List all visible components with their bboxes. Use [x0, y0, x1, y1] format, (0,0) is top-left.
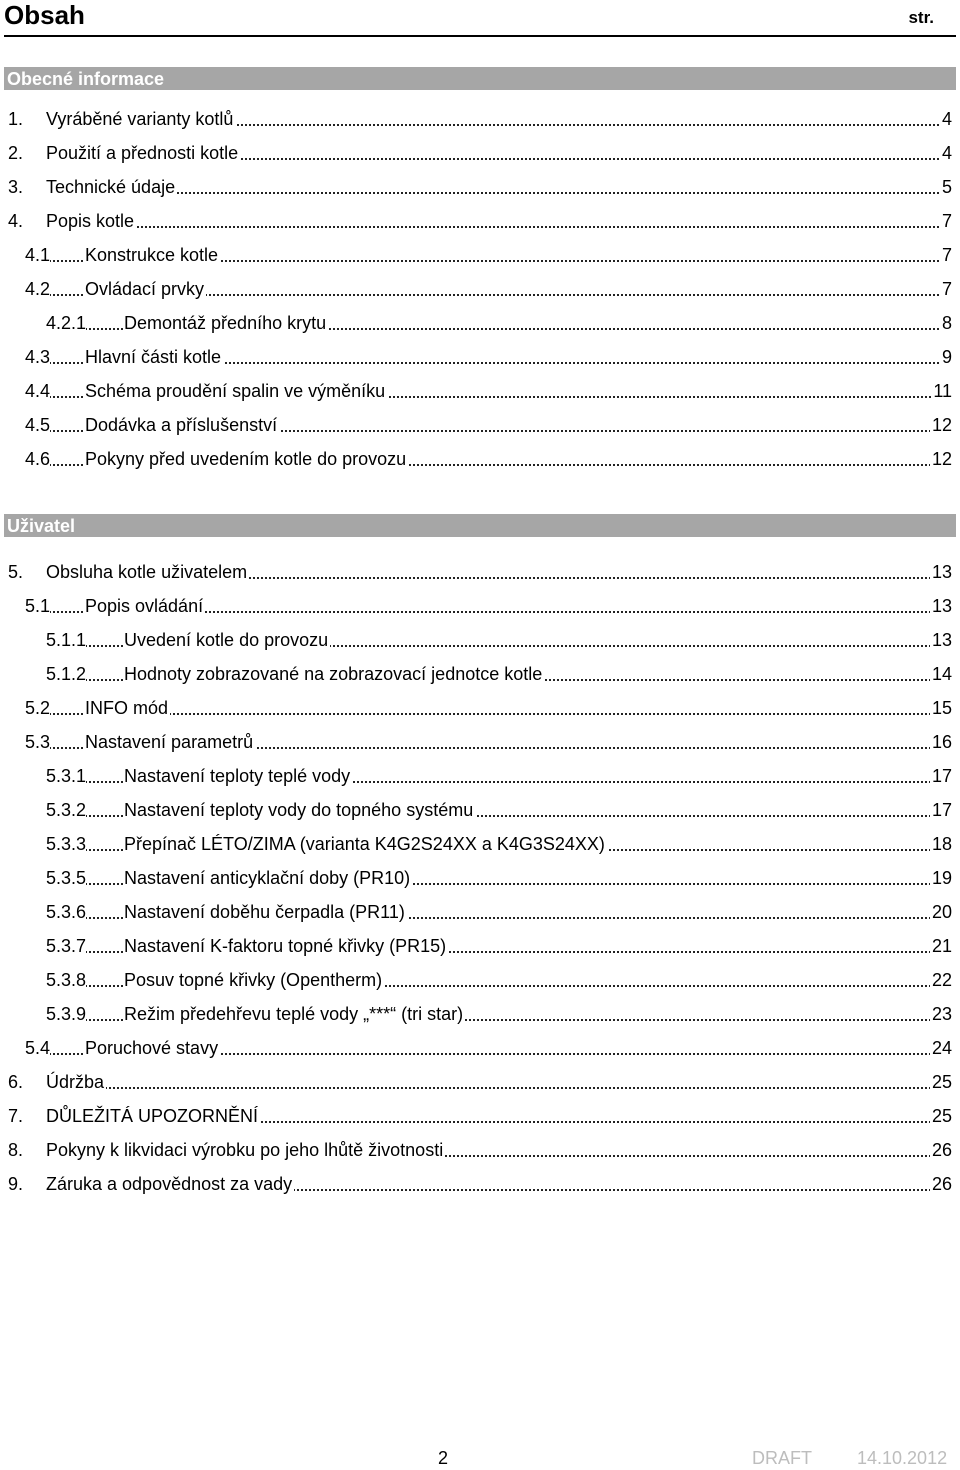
toc-entry-label: Hlavní části kotle [85, 347, 222, 367]
toc-entry-label: Pokyny k likvidaci výrobku po jeho lhůtě životnosti [46, 1140, 444, 1160]
toc-entry-number: 5.1 [25, 596, 51, 616]
toc-entry-page: 17 [931, 800, 952, 820]
toc-entry-number: 3. [8, 177, 24, 197]
toc-entry-label: Nastavení doběhu čerpadla (PR11) [124, 902, 405, 922]
toc-entry-page: 12 [931, 449, 952, 469]
toc-entry-number: 7. [8, 1106, 24, 1126]
toc-entry-label: Použití a přednosti kotle [46, 143, 239, 163]
toc-entry-number: 4.1 [25, 245, 51, 265]
toc-entry[interactable] [0, 205, 960, 239]
toc-entry[interactable] [0, 375, 960, 409]
toc-entry[interactable] [0, 239, 960, 273]
footer-draft-label: DRAFT [752, 1448, 812, 1468]
toc-entry[interactable] [0, 658, 960, 692]
toc-entry-page: 26 [931, 1140, 952, 1160]
toc-entry[interactable] [0, 171, 960, 205]
toc-entry-label: Schéma proudění spalin ve výměníku [85, 381, 386, 401]
toc-entry-label: Pokyny před uvedením kotle do provozu [85, 449, 407, 469]
toc-entry[interactable] [0, 794, 960, 828]
toc-entry-label: Vyráběné varianty kotlů [46, 109, 234, 129]
header-rule [4, 35, 956, 37]
toc-entry-page: 25 [931, 1072, 952, 1092]
toc-entry-number: 5. [8, 562, 24, 582]
toc-entry-page: 7 [941, 211, 952, 231]
toc-entry-number: 8. [8, 1140, 24, 1160]
footer-page-number: 2 [438, 1448, 449, 1468]
toc-entry-number: 4.3 [25, 347, 51, 367]
toc-entry-number: 5.2 [25, 698, 51, 718]
toc-entry[interactable] [0, 409, 960, 443]
toc-entry[interactable] [0, 726, 960, 760]
toc-entry-number: 5.4 [25, 1038, 51, 1058]
toc-entry-number: 4. [8, 211, 24, 231]
toc-entry-number: 4.6 [25, 449, 51, 469]
toc-dot-leader [46, 192, 946, 194]
toc-entry-label: Uvedení kotle do provozu [124, 630, 329, 650]
page-header [4, 0, 956, 37]
toc-entry[interactable] [0, 1134, 960, 1168]
toc-entry-page: 25 [931, 1106, 952, 1126]
toc-entry-number: 5.3.8 [46, 970, 87, 990]
toc-entry-page: 4 [941, 143, 952, 163]
toc-entry-label: Konstrukce kotle [85, 245, 219, 265]
toc-entry-number: 5.3.7 [46, 936, 87, 956]
toc-entry-label: Záruka a odpovědnost za vady [46, 1174, 293, 1194]
toc-entry[interactable] [0, 862, 960, 896]
section-heading-general: Obecné informace [4, 67, 956, 90]
toc-entry-page: 16 [931, 732, 952, 752]
toc-entry[interactable] [0, 828, 960, 862]
toc-entry[interactable] [0, 443, 960, 477]
toc-entry[interactable] [0, 137, 960, 171]
toc-entry-page: 13 [931, 596, 952, 616]
toc-entry-page: 21 [931, 936, 952, 956]
toc-entry-page: 13 [931, 630, 952, 650]
toc-entry-number: 5.1.1 [46, 630, 87, 650]
toc-entry-label: Posuv topné křivky (Opentherm) [124, 970, 383, 990]
toc-entry-label: Obsluha kotle uživatelem [46, 562, 248, 582]
toc-entry-label: Demontáž předního krytu [124, 313, 327, 333]
toc-entry-label: Poruchové stavy [85, 1038, 219, 1058]
toc-entry-page: 11 [933, 381, 952, 401]
toc-entry-number: 4.2 [25, 279, 51, 299]
toc-entry[interactable] [0, 1168, 960, 1202]
toc-entry-label: Dodávka a příslušenství [85, 415, 278, 435]
footer-date: 14.10.2012 [857, 1448, 948, 1468]
toc-entry[interactable] [0, 590, 960, 624]
toc-entry[interactable] [0, 1100, 960, 1134]
section-heading-user: Uživatel [4, 514, 956, 537]
toc-entry-number: 5.3 [25, 732, 51, 752]
toc-entry[interactable] [0, 341, 960, 375]
toc-entry-page: 14 [931, 664, 952, 684]
toc-entry-page: 15 [931, 698, 952, 718]
toc-entry[interactable] [0, 998, 960, 1032]
toc-entry-number: 5.3.6 [46, 902, 87, 922]
toc-entry[interactable] [0, 964, 960, 998]
toc-entry[interactable] [0, 930, 960, 964]
toc-entry-page: 24 [931, 1038, 952, 1058]
toc-entry-page: 22 [931, 970, 952, 990]
toc-entry[interactable] [0, 760, 960, 794]
toc-entry-label: Nastavení teploty teplé vody [124, 766, 351, 786]
toc-entry[interactable] [0, 307, 960, 341]
toc-entry-number: 5.3.9 [46, 1004, 87, 1024]
toc-entry-page: 4 [941, 109, 952, 129]
toc-entry-label: Údržba [46, 1072, 105, 1092]
toc-entry-number: 4.4 [25, 381, 51, 401]
toc-entry-page: 26 [931, 1174, 952, 1194]
toc-entry-label: Režim předehřevu teplé vody „***“ (tri star) [124, 1004, 464, 1024]
toc-entry-label: INFO mód [85, 698, 169, 718]
page-title: Obsah [4, 0, 85, 30]
toc-entry-label: Nastavení teploty vody do topného systému [124, 800, 474, 820]
toc-dot-leader [46, 226, 946, 228]
toc-entry-page: 7 [941, 279, 952, 299]
toc-entry[interactable] [0, 692, 960, 726]
toc-entry-label: Ovládací prvky [85, 279, 205, 299]
toc-entry-label: Přepínač LÉTO/ZIMA (varianta K4G2S24XX a K4G3S24XX) [124, 834, 605, 854]
toc-entry-number: 5.3.1 [46, 766, 87, 786]
toc-dot-leader [46, 713, 946, 715]
toc-entry-page: 12 [931, 415, 952, 435]
toc-entry-number: 4.2.1 [46, 313, 87, 333]
toc-entry-label: Popis kotle [46, 211, 135, 231]
toc-entry-number: 2. [8, 143, 24, 163]
toc-entry-page: 17 [931, 766, 952, 786]
toc-entry-number: 5.3.5 [46, 868, 87, 888]
page-column-label: str. [908, 8, 934, 27]
toc-entry-number: 5.1.2 [46, 664, 87, 684]
toc-entry-number: 5.3.3 [46, 834, 87, 854]
toc-entry[interactable] [0, 273, 960, 307]
toc-entry-page: 18 [931, 834, 952, 854]
toc-entry-label: Nastavení parametrů [85, 732, 254, 752]
toc-list-user [0, 556, 960, 1202]
toc-entry[interactable] [0, 103, 960, 137]
toc-entry[interactable] [0, 896, 960, 930]
toc-entry-page: 5 [941, 177, 952, 197]
toc-entry-page: 8 [941, 313, 952, 333]
toc-entry-page: 19 [931, 868, 952, 888]
toc-entry-number: 4.5 [25, 415, 51, 435]
toc-entry-label: Hodnoty zobrazované na zobrazovací jednotce kotle [124, 664, 543, 684]
toc-entry-number: 9. [8, 1174, 24, 1194]
toc-entry[interactable] [0, 1066, 960, 1100]
toc-entry-number: 5.3.2 [46, 800, 87, 820]
toc-entry-number: 1. [8, 109, 24, 129]
toc-entry-page: 9 [941, 347, 952, 367]
toc-entry-label: Technické údaje [46, 177, 176, 197]
toc-entry-label: Popis ovládání [85, 596, 204, 616]
toc-entry-page: 7 [941, 245, 952, 265]
toc-entry-label: DŮLEŽITÁ UPOZORNĚNÍ [46, 1106, 259, 1126]
toc-entry-page: 20 [931, 902, 952, 922]
toc-entry[interactable] [0, 1032, 960, 1066]
toc-entry-number: 6. [8, 1072, 24, 1092]
toc-dot-leader [46, 1087, 946, 1089]
toc-entry-label: Nastavení anticyklační doby (PR10) [124, 868, 411, 888]
toc-entry[interactable] [0, 556, 960, 590]
toc-entry-page: 13 [931, 562, 952, 582]
toc-entry-label: Nastavení K-faktoru topné křivky (PR15) [124, 936, 447, 956]
toc-entry[interactable] [0, 624, 960, 658]
toc-list-general [0, 103, 960, 477]
toc-entry-page: 23 [931, 1004, 952, 1024]
